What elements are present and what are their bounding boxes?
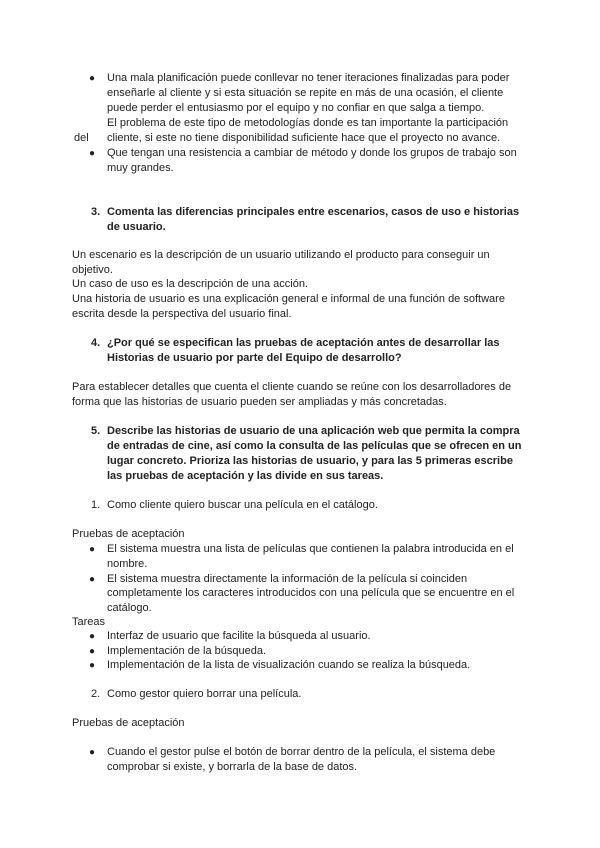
acceptance-label: Pruebas de aceptación [72,717,185,729]
acceptance-item: Cuando el gestor pulse el botón de borrar dentro de la película, el sistema debe [107,746,496,758]
paragraph-line: El problema de este tipo de metodologías donde es tan importante la participación [107,117,509,129]
stray-word: del [74,132,89,144]
acceptance-item: completamente los caracteres introducidos con una película que se encuentre en el [107,587,515,599]
answer-line: forma que las historias de usuario pueden ser ampliadas y más concretadas. [72,396,447,408]
bullet-icon: ● [89,148,96,159]
question-title: Comenta las diferencias principales entre escenarios, casos de uso e historias [107,206,520,218]
acceptance-item: El sistema muestra directamente la información de la película si coinciden [107,573,468,585]
paragraph-line: enseñarle al cliente y si esta situación se repite en más de una ocasión, el cliente [107,87,504,99]
question-number: 4. [91,337,101,349]
question-title: Describe las historias de usuario de una aplicación web que permita la compra [107,425,520,437]
story-number: 2. [91,688,101,700]
bullet-icon: ● [89,747,96,758]
question-title: lugar concreto. Prioriza las historias de usuario, y para las 5 primeras escribe [107,455,513,467]
story-text: Como cliente quiero buscar una película en el catálogo. [107,499,378,511]
paragraph-line: puede perder el entusiasmo por el equipo y no confiar en que salga a tiempo. [107,102,485,114]
task-item: Interfaz de usuario que facilite la búsqueda al usuario. [107,630,371,642]
question-title: de entradas de cine, así como la consulta de las películas que se ofrecen en un [107,440,522,452]
answer-line: objetivo. [72,264,113,276]
tasks-label: Tareas [72,616,106,628]
acceptance-label: Pruebas de aceptación [72,528,185,540]
bullet-icon: ● [89,574,96,585]
bullet-icon: ● [89,646,96,657]
bullet-icon: ● [89,631,96,642]
paragraph-line: Una mala planificación puede conllevar no tener iteraciones finalizadas para poder [107,72,510,84]
acceptance-item: El sistema muestra una lista de películas que contienen la palabra introducida en el [107,543,514,555]
story-number: 1. [91,499,101,511]
question-number: 3. [91,206,101,218]
paragraph-line: cliente, si este no tiene disponibilidad suficiente hace que el proyecto no avance. [107,132,501,144]
story-text: Como gestor quiero borrar una película. [107,688,302,700]
acceptance-item: comprobar si existe, y borrarla de la base de datos. [107,761,358,773]
question-title: las pruebas de aceptación y las divide en sus tareas. [107,470,384,482]
answer-line: Un escenario es la descripción de un usuario utilizando el producto para conseguir un [72,249,490,261]
question-title: de usuario. [107,221,166,233]
bullet-icon: ● [89,544,96,555]
answer-line: Un caso de uso es la descripción de una acción. [72,278,309,290]
question-number: 5. [91,425,101,437]
paragraph-line: Que tengan una resistencia a cambiar de método y donde los grupos de trabajo son [107,147,517,159]
bullet-icon: ● [89,73,96,84]
question-title: Historias de usuario por parte del Equipo de desarrollo? [107,352,402,364]
answer-line: Para establecer detalles que cuenta el cliente cuando se reúne con los desarrolladores de [72,381,512,393]
answer-line: Una historia de usuario es una explicación general e informal de una función de software [72,293,505,305]
acceptance-item: nombre. [107,558,148,570]
question-title: ¿Por qué se especifican las pruebas de aceptación antes de desarrollar las [107,337,500,349]
answer-line: escrita desde la perspectiva del usuario final. [72,308,292,320]
task-item: Implementación de la búsqueda. [107,645,266,657]
acceptance-item: catálogo. [107,602,152,614]
paragraph-line: muy grandes. [107,162,174,174]
bullet-icon: ● [89,660,96,671]
task-item: Implementación de la lista de visualización cuando se realiza la búsqueda. [107,659,471,671]
